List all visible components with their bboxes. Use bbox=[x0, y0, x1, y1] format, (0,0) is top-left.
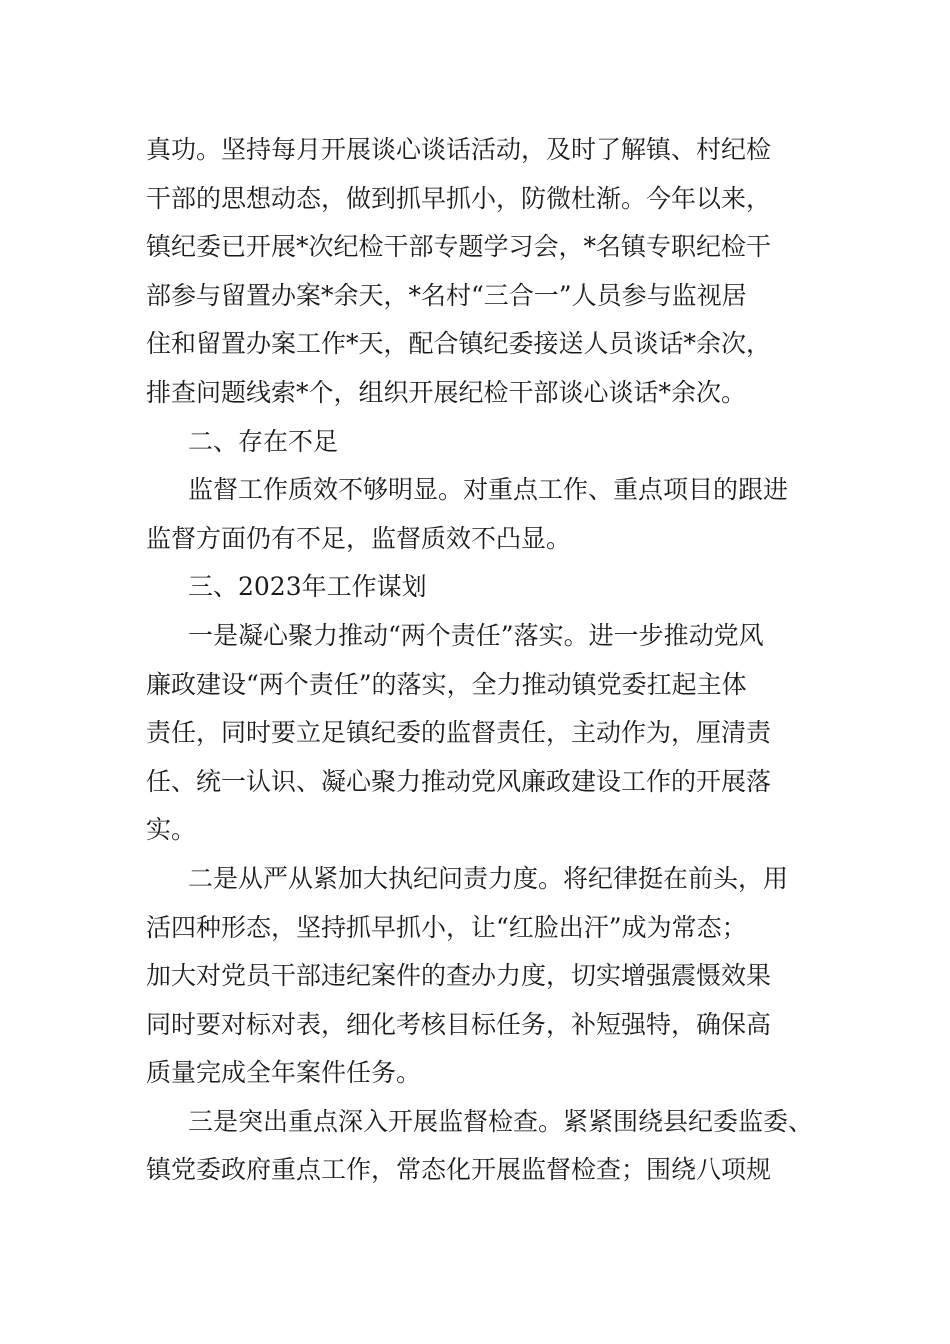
paragraph-first-line: 监督工作质效不够明显。对重点工作、重点项目的跟进 bbox=[188, 475, 789, 505]
paragraph-first-line: 二是从严从紧加大执纪问责力度。将纪律挺在前头，用 bbox=[188, 863, 789, 893]
text-line: 同时要对标对表，细化考核目标任务，补短强特，确保高 bbox=[146, 1009, 772, 1039]
text-line: 加大对党员干部违纪案件的查办力度，切实增强震慑效果 bbox=[146, 961, 772, 991]
text-line: 镇纪委已开展*次纪检干部专题学习会，*名镇专职纪检干 bbox=[146, 232, 772, 262]
text-line: 质量完成全年案件任务。 bbox=[146, 1058, 422, 1088]
text-line: 任、统一认识、凝心聚力推动党风廉政建设工作的开展落 bbox=[146, 766, 772, 796]
text-line: 真功。坚持每月开展谈心谈话活动，及时了解镇、村纪检 bbox=[146, 135, 772, 164]
text-line: 镇党委政府重点工作，常态化开展监督检查；围绕八项规 bbox=[146, 1155, 772, 1185]
text-line: 住和留置办案工作*天，配合镇纪委接送人员谈话*余次， bbox=[146, 329, 772, 359]
text-line: 实。 bbox=[146, 815, 197, 845]
text-line: 活四种形态，坚持抓早抓小，让“红脸出汗”成为常态； bbox=[146, 912, 747, 942]
paragraph-first-line: 一是凝心聚力推动“两个责任”落实。进一步推动党风 bbox=[188, 620, 764, 650]
paragraph-first-line: 三是突出重点深入开展监督检查。紧紧围绕县纪委监委、 bbox=[188, 1106, 814, 1136]
section-heading-2023-plan: 三、2023年工作谋划 bbox=[188, 572, 427, 602]
text-line: 监督方面仍有不足，监督质效不凸显。 bbox=[146, 523, 572, 553]
document-body bbox=[146, 126, 826, 1195]
text-line: 排查问题线索*个，组织开展纪检干部谈心谈话*余次。 bbox=[146, 377, 747, 407]
text-line: 廉政建设“两个责任”的落实，全力推动镇党委扛起主体 bbox=[146, 669, 747, 699]
text-line: 干部的思想动态，做到抓早抓小，防微杜渐。今年以来， bbox=[146, 183, 772, 213]
section-heading-shortcomings: 二、存在不足 bbox=[188, 426, 339, 456]
text-line: 责任，同时要立足镇纪委的监督责任，主动作为，厘清责 bbox=[146, 718, 772, 748]
text-line: 部参与留置办案*余天，*名村“三合一”人员参与监视居 bbox=[146, 280, 747, 310]
